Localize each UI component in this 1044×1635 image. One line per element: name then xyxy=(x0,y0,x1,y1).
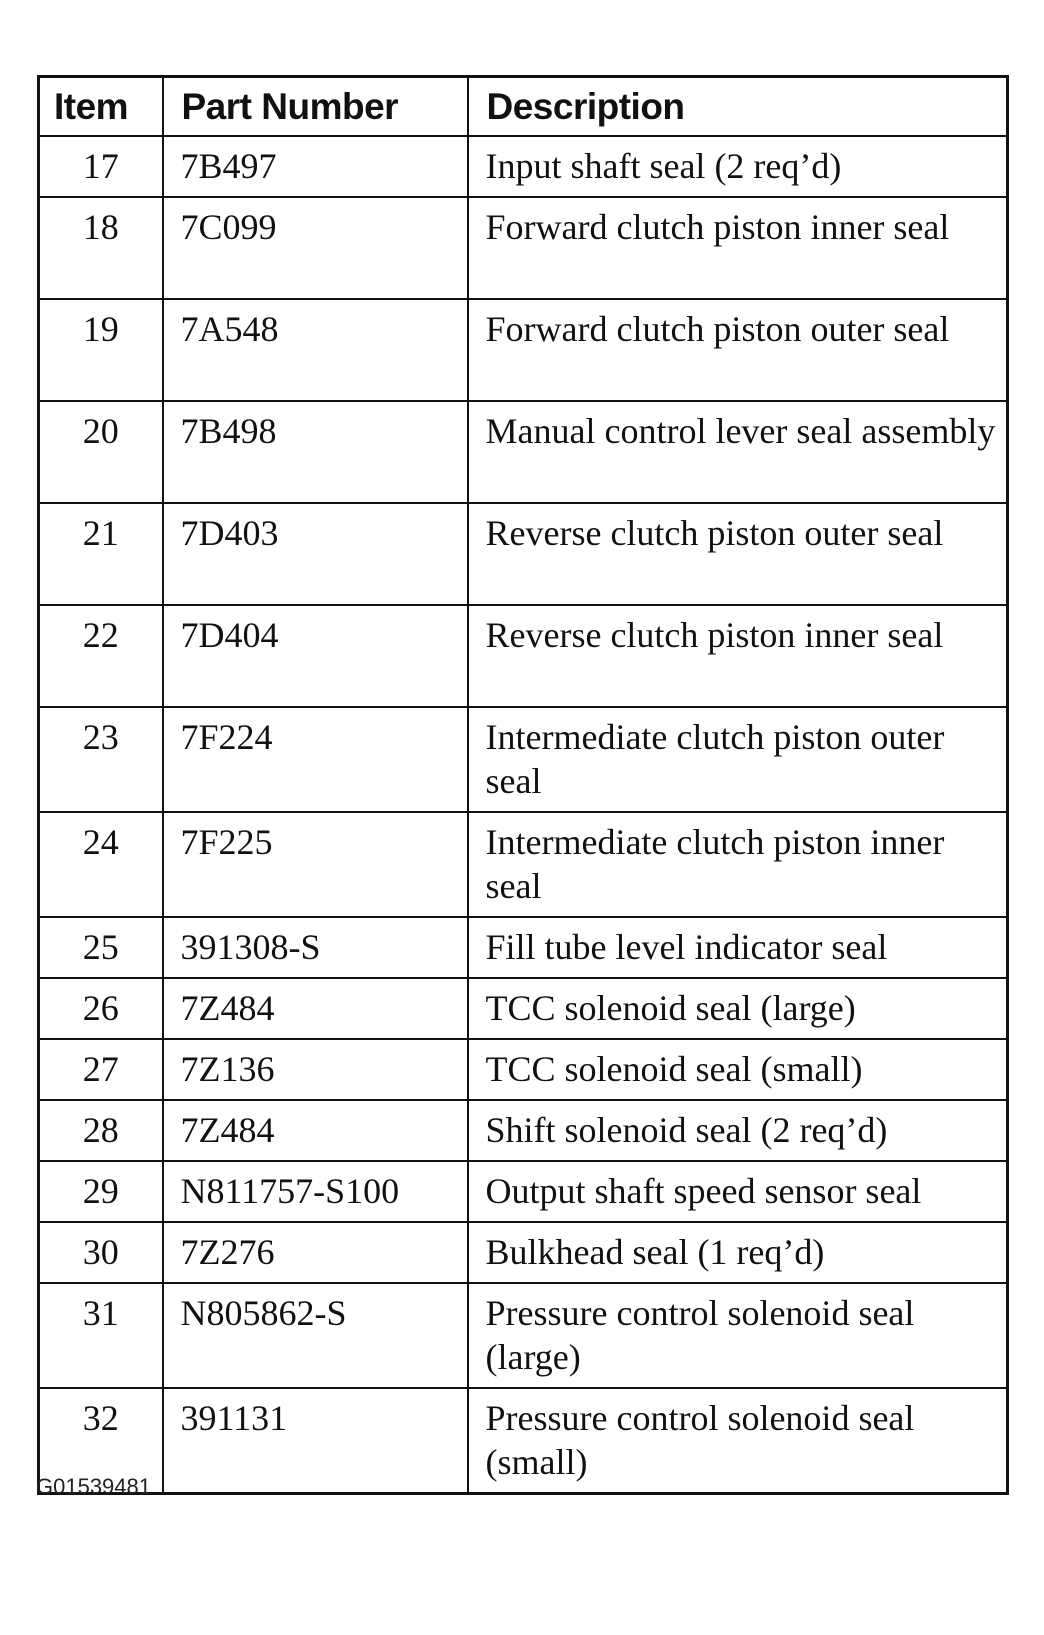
description: Reverse clutch piston inner seal xyxy=(468,605,1008,707)
description: Pressure control solenoid seal (small) xyxy=(468,1388,1008,1494)
column-header-part-number: Part Number xyxy=(163,77,468,136)
part-number: 7D403 xyxy=(163,503,468,605)
table-row xyxy=(39,503,1008,605)
part-number: 7F225 xyxy=(163,812,468,917)
description: Intermediate clutch piston inner seal xyxy=(468,812,1008,917)
description: Manual control lever seal assembly xyxy=(468,401,1008,503)
table-row xyxy=(39,1283,1008,1388)
item-number: 28 xyxy=(39,1100,163,1161)
table-row xyxy=(39,136,1008,197)
item-number: 25 xyxy=(39,917,163,978)
description: Reverse clutch piston outer seal xyxy=(468,503,1008,605)
table-row xyxy=(39,197,1008,299)
column-header-description: Description xyxy=(468,77,1008,136)
item-number: 30 xyxy=(39,1222,163,1283)
table-row xyxy=(39,605,1008,707)
table-row xyxy=(39,812,1008,917)
figure-id-label: G01539481 xyxy=(36,1474,151,1499)
item-number: 21 xyxy=(39,503,163,605)
part-number: 7F224 xyxy=(163,707,468,812)
part-number: 7Z484 xyxy=(163,978,468,1039)
parts-table-container xyxy=(37,75,1006,1495)
table-row xyxy=(39,707,1008,812)
item-number: 24 xyxy=(39,812,163,917)
part-number: 7D404 xyxy=(163,605,468,707)
table-row xyxy=(39,917,1008,978)
part-number: N805862-S xyxy=(163,1283,468,1388)
part-number: 391308-S xyxy=(163,917,468,978)
item-number: 27 xyxy=(39,1039,163,1100)
item-number: 19 xyxy=(39,299,163,401)
item-number: 32 xyxy=(39,1388,163,1494)
part-number: 7B497 xyxy=(163,136,468,197)
part-number: 7B498 xyxy=(163,401,468,503)
item-number: 31 xyxy=(39,1283,163,1388)
description: Output shaft speed sensor seal xyxy=(468,1161,1008,1222)
item-number: 20 xyxy=(39,401,163,503)
description: Shift solenoid seal (2 req’d) xyxy=(468,1100,1008,1161)
table-row xyxy=(39,1161,1008,1222)
item-number: 23 xyxy=(39,707,163,812)
table-header-row xyxy=(39,77,1008,136)
table-row xyxy=(39,401,1008,503)
description: Fill tube level indicator seal xyxy=(468,917,1008,978)
item-number: 22 xyxy=(39,605,163,707)
description: Input shaft seal (2 req’d) xyxy=(468,136,1008,197)
item-number: 18 xyxy=(39,197,163,299)
part-number: 7A548 xyxy=(163,299,468,401)
part-number: 7C099 xyxy=(163,197,468,299)
table-row xyxy=(39,1222,1008,1283)
description: Forward clutch piston inner seal xyxy=(468,197,1008,299)
table-row xyxy=(39,1100,1008,1161)
description: Pressure control solenoid seal (large) xyxy=(468,1283,1008,1388)
part-number: 7Z484 xyxy=(163,1100,468,1161)
table-row xyxy=(39,1388,1008,1494)
column-header-item: Item xyxy=(39,77,163,136)
item-number: 17 xyxy=(39,136,163,197)
description: TCC solenoid seal (small) xyxy=(468,1039,1008,1100)
description: TCC solenoid seal (large) xyxy=(468,978,1008,1039)
part-number: 7Z136 xyxy=(163,1039,468,1100)
table-row xyxy=(39,1039,1008,1100)
parts-table xyxy=(37,75,1009,1495)
description: Bulkhead seal (1 req’d) xyxy=(468,1222,1008,1283)
part-number: 391131 xyxy=(163,1388,468,1494)
description: Forward clutch piston outer seal xyxy=(468,299,1008,401)
part-number: N811757-S100 xyxy=(163,1161,468,1222)
description: Intermediate clutch piston outer seal xyxy=(468,707,1008,812)
item-number: 26 xyxy=(39,978,163,1039)
table-row xyxy=(39,978,1008,1039)
table-row xyxy=(39,299,1008,401)
item-number: 29 xyxy=(39,1161,163,1222)
part-number: 7Z276 xyxy=(163,1222,468,1283)
